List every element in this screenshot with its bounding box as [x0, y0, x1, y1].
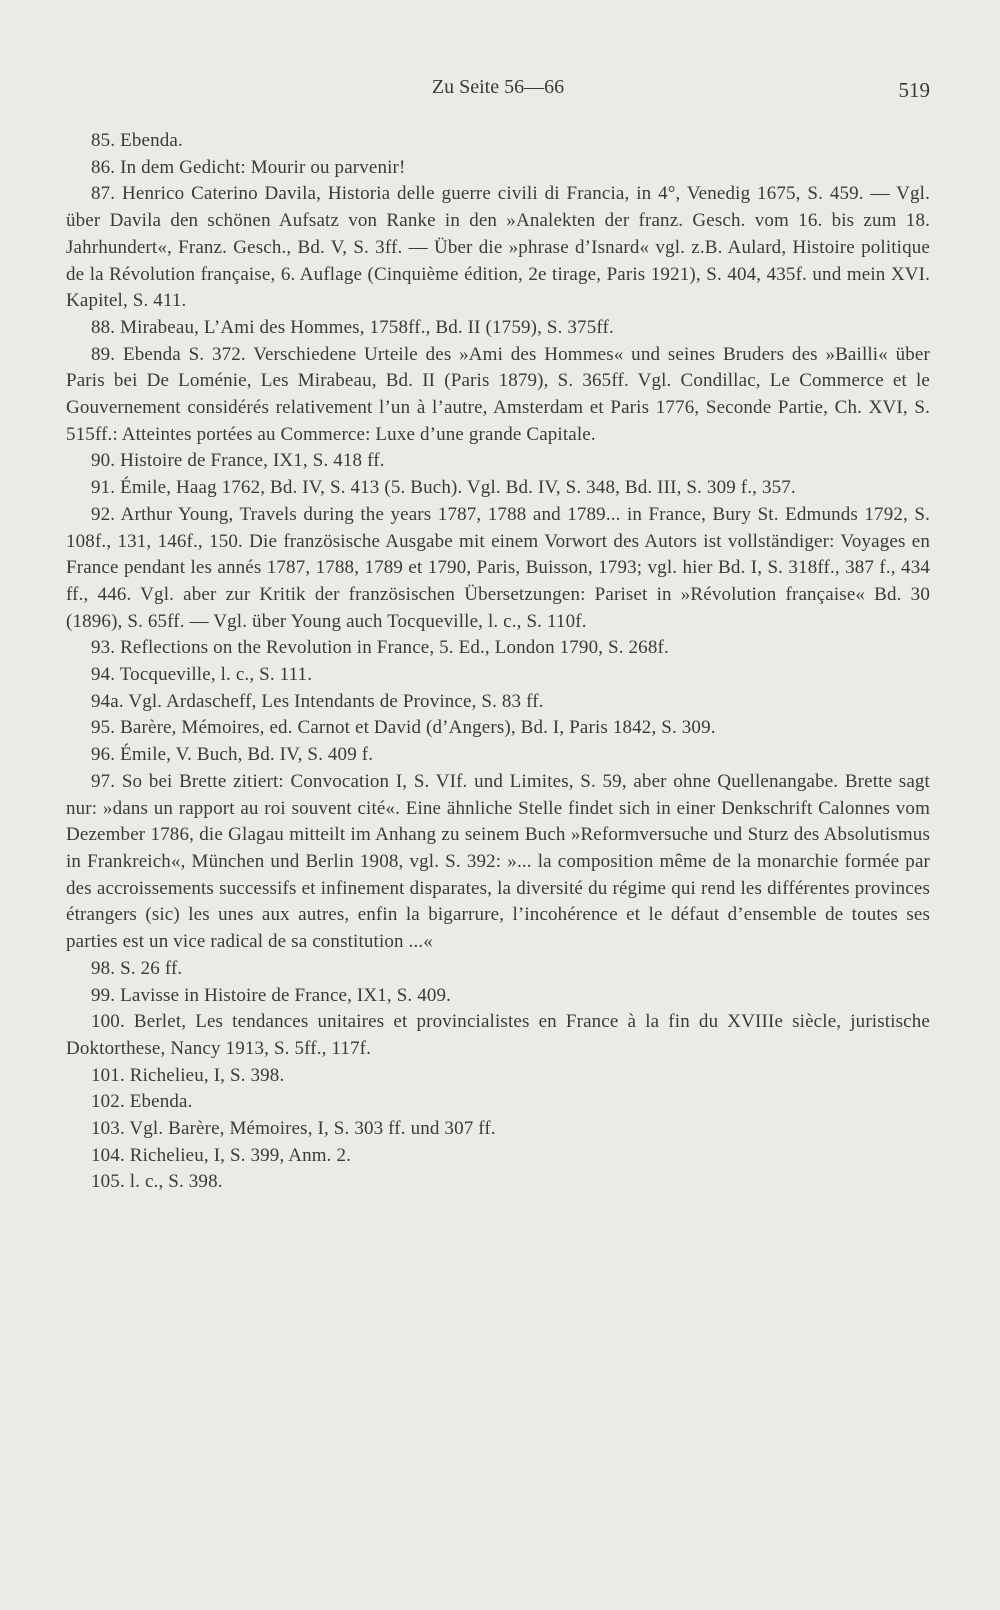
note-99: 99. Lavisse in Histoire de France, IX1, S. 409. — [91, 984, 452, 1006]
note-93: 93. Reflections on the Revolution in France, 5. Ed., London 1790, S. 268f. — [91, 637, 669, 659]
note-91: 91. Émile, Haag 1762, Bd. IV, S. 413 (5. Buch). Vgl. Bd. IV, S. 348, Bd. III, S. 309 f., 357. — [91, 477, 796, 499]
page-header — [66, 72, 930, 104]
note-94a: 94a. Vgl. Ardascheff, Les Intendants de Province, S. 83 ff. — [91, 690, 544, 712]
note-98: 98. S. 26 ff. — [91, 957, 183, 979]
note-100: 100. Berlet, Les tendances unitaires et provincialistes en France à la fin du XVIIIe siècle, juristische Doktorthese, Nancy 1913, S. 5ff., 117f. — [66, 1011, 930, 1059]
note-96: 96. Émile, V. Buch, Bd. IV, S. 409 f. — [91, 744, 374, 766]
note-89: 89. Ebenda S. 372. Verschiedene Urteile des »Ami des Hommes« und seines Bruders des »Bailli« über Paris bei De Loménie, Les Mirabeau, Bd. II (Paris 1879), S. 365ff. Vgl. Condillac, Le Commerce et le Gouvernement considérés relativement l’un à l’autre, Amsterdam et Paris 1776, Seconde Partie, Ch. XVI, S. 515ff.: Atteintes portées au Commerce: Luxe d’une grande Capitale. — [66, 343, 930, 445]
note-88: 88. Mirabeau, L’Ami des Hommes, 1758ff., Bd. II (1759), S. 375ff. — [91, 316, 614, 338]
note-105: 105. l. c., S. 398. — [91, 1171, 223, 1193]
note-87: 87. Henrico Caterino Davila, Historia delle guerre civili di Francia, in 4°, Venedig 1675, S. 459. — Vgl. über Davila den schönen Aufsatz von Ranke in den »Analekten der franz. Gesch. vom 16. bis zum 18. Jahrhundert«, Franz. Gesch., Bd. V, S. 3ff. — Über die »phrase d’Isnard« vgl. z.B. Aulard, Histoire politique de la Révolution française, 6. Auflage (Cinquième édition, 2e tirage, Paris 1921), S. 404, 435f. und mein XVI. Kapitel, S. 411. — [66, 183, 930, 312]
running-head: Zu Seite 56—66 — [431, 76, 565, 98]
endnotes-list — [66, 128, 930, 1196]
note-95: 95. Barère, Mémoires, ed. Carnot et David (d’Angers), Bd. I, Paris 1842, S. 309. — [91, 717, 716, 739]
page-number: 519 — [898, 78, 930, 102]
note-92: 92. Arthur Young, Travels during the years 1787, 1788 and 1789... in France, Bury St. Edmunds 1792, S. 108f., 131, 146f., 150. Die französische Ausgabe mit einem Vorwort des Autors ist vollständiger: Voyages en France pendant les annés 1787, 1788, 1789 et 1790, Paris, Buisson, 1793; vgl. hier Bd. I, S. 318ff., 387 f., 434 ff., 446. Vgl. aber zur Kritik der französischen Übersetzungen: Pariset in »Révolution française« Bd. 30 (1896), S. 65ff. — Vgl. über Young auch Tocqueville, l. c., S. 110f. — [66, 503, 930, 632]
note-102: 102. Ebenda. — [91, 1091, 193, 1113]
note-97: 97. So bei Brette zitiert: Convocation I, S. VIf. und Limites, S. 59, aber ohne Quellenangabe. Brette sagt nur: »dans un rapport au roi souvent cité«. Eine ähnliche Stelle findet sich in einer Denkschrift Calonnes vom Dezember 1786, die Glagau mitteilt im Anhang zu seinem Buch »Reformversuche und Sturz des Absolutismus in Frankreich«, München und Berlin 1908, vgl. S. 392: »... la composition même de la monarchie formée par des accroissements successifs et infinement disparates, la diversité du régime qui rend les différentes provinces étrangers (sic) les unes aux autres, enfin la bigarrure, l’incohérence et le défaut d’ensemble de toutes ses parties est un vice radical de sa constitution ...« — [66, 770, 930, 953]
note-103: 103. Vgl. Barère, Mémoires, I, S. 303 ff. und 307 ff. — [91, 1118, 496, 1140]
note-101: 101. Richelieu, I, S. 398. — [91, 1064, 285, 1086]
note-94: 94. Tocqueville, l. c., S. 111. — [91, 664, 313, 686]
note-90: 90. Histoire de France, IX1, S. 418 ff. — [91, 450, 385, 472]
note-104: 104. Richelieu, I, S. 399, Anm. 2. — [91, 1144, 352, 1166]
note-85: 85. Ebenda. — [91, 130, 183, 151]
note-86: 86. In dem Gedicht: Mourir ou parvenir! — [91, 156, 406, 178]
